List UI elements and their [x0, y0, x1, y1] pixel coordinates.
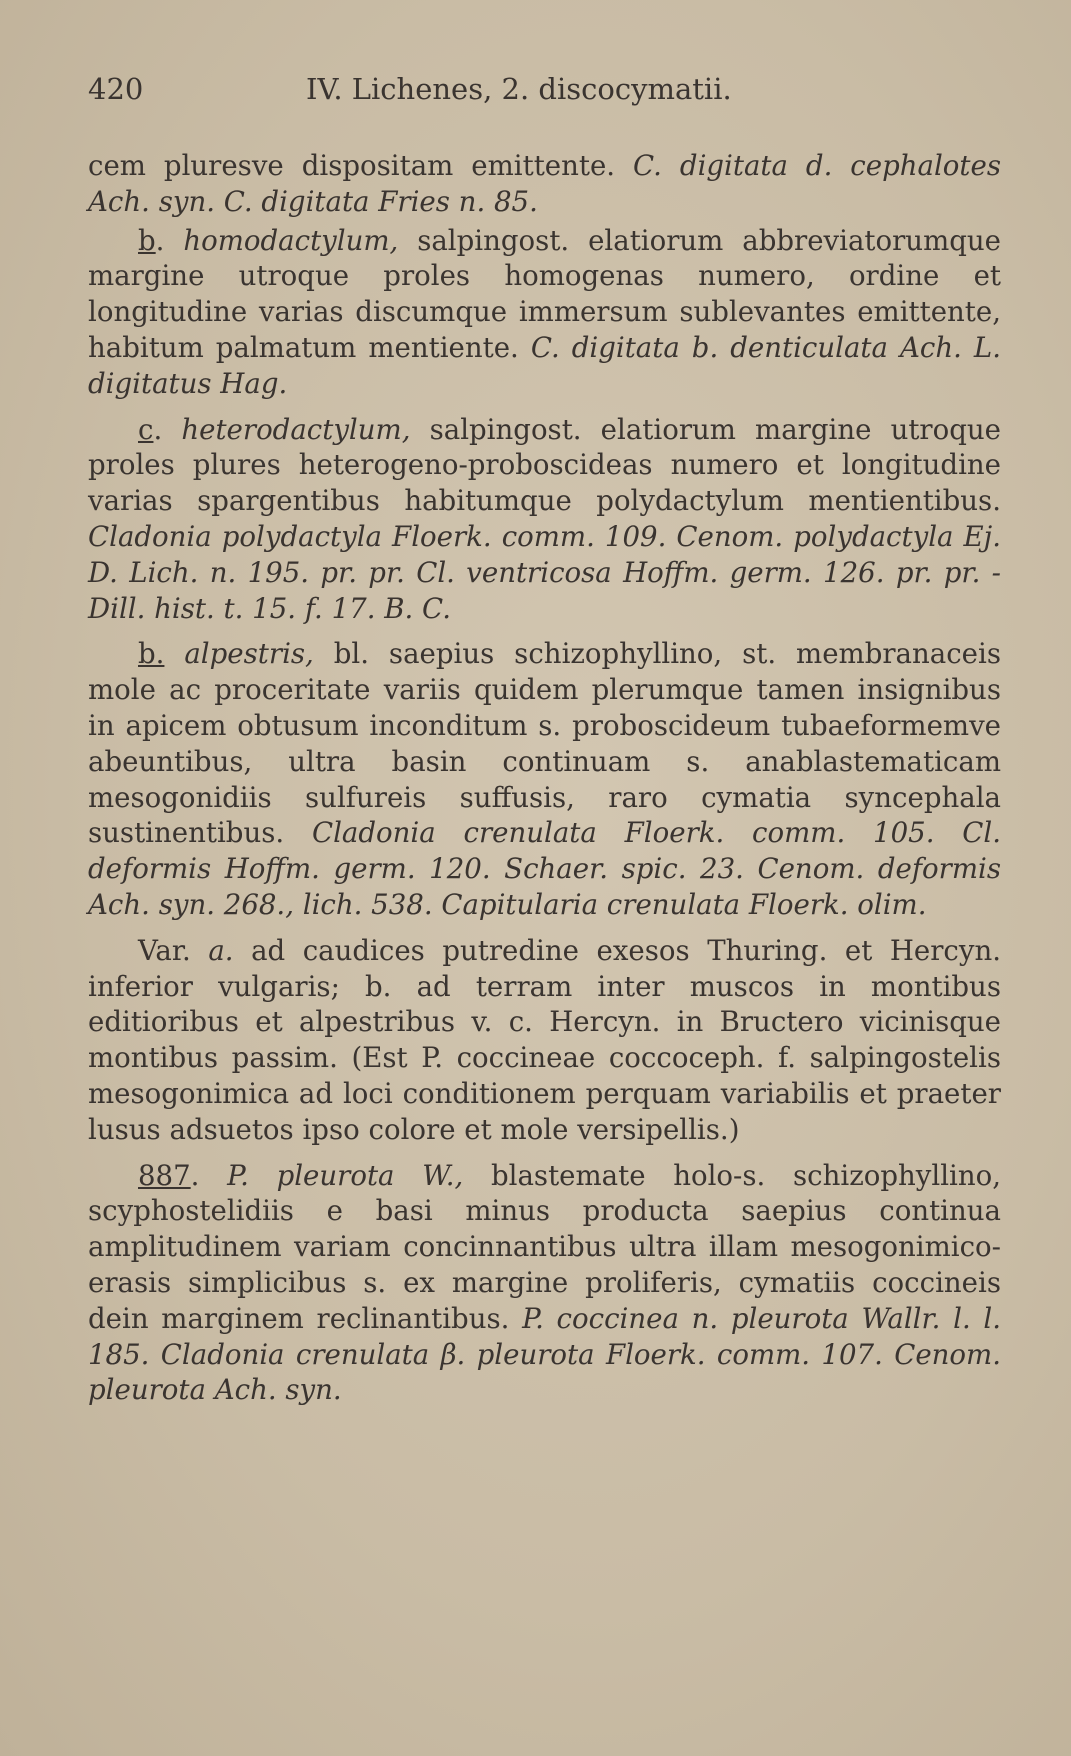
citation-run: Cladonia polydactyla Floerk. comm. 109. Cenom. polydactyla Ej. D. Lich. n. 195. pr. pr. Cl. ventricosa Hoffm. germ. 126. pr. pr. - Dill. hist. t. 15. f. 17. B. C. [88, 519, 1001, 625]
paragraph-variety-b [88, 223, 1001, 402]
running-title: IV. Lichenes, 2. discocymatii. [306, 72, 732, 106]
text-run: . [155, 223, 184, 257]
variety-letter: c [138, 412, 154, 446]
text-run: blastemate holo-s. schizophyllino, scyphostelidiis e basi minus producta saepius continua amplitudinem variam concinnantibus ultra illam mesogonimico-erasis simplicibus s. ex margine proliferis, cymatiis coccineis dein marginem reclinantibus. [88, 1158, 1001, 1335]
taxon-name: homodactylum, [183, 223, 399, 257]
text-run: Var. [138, 933, 209, 967]
text-run [164, 637, 184, 670]
citation-run: C. digitata b. denticulata Ach. L. digitatus Hag. [88, 330, 1001, 400]
citation-run: Cladonia crenulata Floerk. comm. 105. Cl. deformis Hoffm. germ. 120. Schaer. spic. 23. Cenom. deformis Ach. syn. 268., lich. 538. Capitularia crenulata Floerk. olim. [88, 816, 1001, 921]
paragraph-species-887 [88, 1158, 1001, 1409]
text-run: . [190, 1158, 228, 1192]
page-number: 420 [88, 72, 144, 106]
text-run: bl. saepius schizophyllino, st. membranaceis mole ac proceritate variis quidem plerumque tamen insignibus in apicem obtusum inconditum s. proboscideum tubaeformemve abeuntibus, ultra basin continuam s. anablastematicam mesogonidiis sulfureis suffusis, raro cymatia syncephala sustinentibus. [88, 637, 1001, 850]
citation-run: P. coccinea n. pleurota Wallr. l. l. 185. Cladonia crenulata β. pleurota Floerk. comm. 107. Cenom. pleurota Ach. syn. [88, 1301, 1002, 1407]
text-run: cem pluresve dispositam emittente. [88, 149, 634, 182]
variety-letter: a. [208, 933, 234, 967]
paragraph-var-notes [88, 933, 1001, 1148]
variety-letter: b [138, 223, 156, 257]
text-run: salpingost. elatiorum margine utroque proles plures heterogeno-proboscideas numero et longitudine varias spargentibus habitumque polydactylum mentientibus. [88, 412, 1001, 518]
taxon-name: alpestris, [184, 637, 314, 671]
species-number: 887 [138, 1158, 191, 1192]
paragraph-form-b-alpestris [88, 636, 1001, 922]
paragraph-continuation [88, 148, 1001, 220]
taxon-name: heterodactylum, [181, 412, 411, 446]
form-letter: b. [138, 637, 165, 671]
main-text [88, 148, 1001, 1411]
paragraph-variety-c [88, 412, 1001, 627]
text-run: salpingost. elatiorum abbreviatorumque margine utroque proles homogenas numero, ordine et longitudine varias discumque immersum sublevantes emittente, habitum palmatum mentiente. [88, 223, 1001, 364]
text-run: . [153, 412, 182, 446]
citation-run: C. digitata d. cephalotes Ach. syn. C. digitata Fries n. 85. [88, 149, 1001, 218]
text-run: ad caudices putredine exesos Thuring. et Hercyn. inferior vulgaris; b. ad terram inter muscos in montibus editioribus et alpestribus v. c. Hercyn. in Bructero vicinisque montibus passim. (Est P. coccineae coccoceph. f. salpingostelis mesogonimica ad loci conditionem perquam variabilis et praeter lusus adsuetos ipso colore et mole versipellis.) [88, 933, 1001, 1146]
page-header [88, 72, 998, 112]
species-name: P. pleurota W., [227, 1158, 464, 1192]
